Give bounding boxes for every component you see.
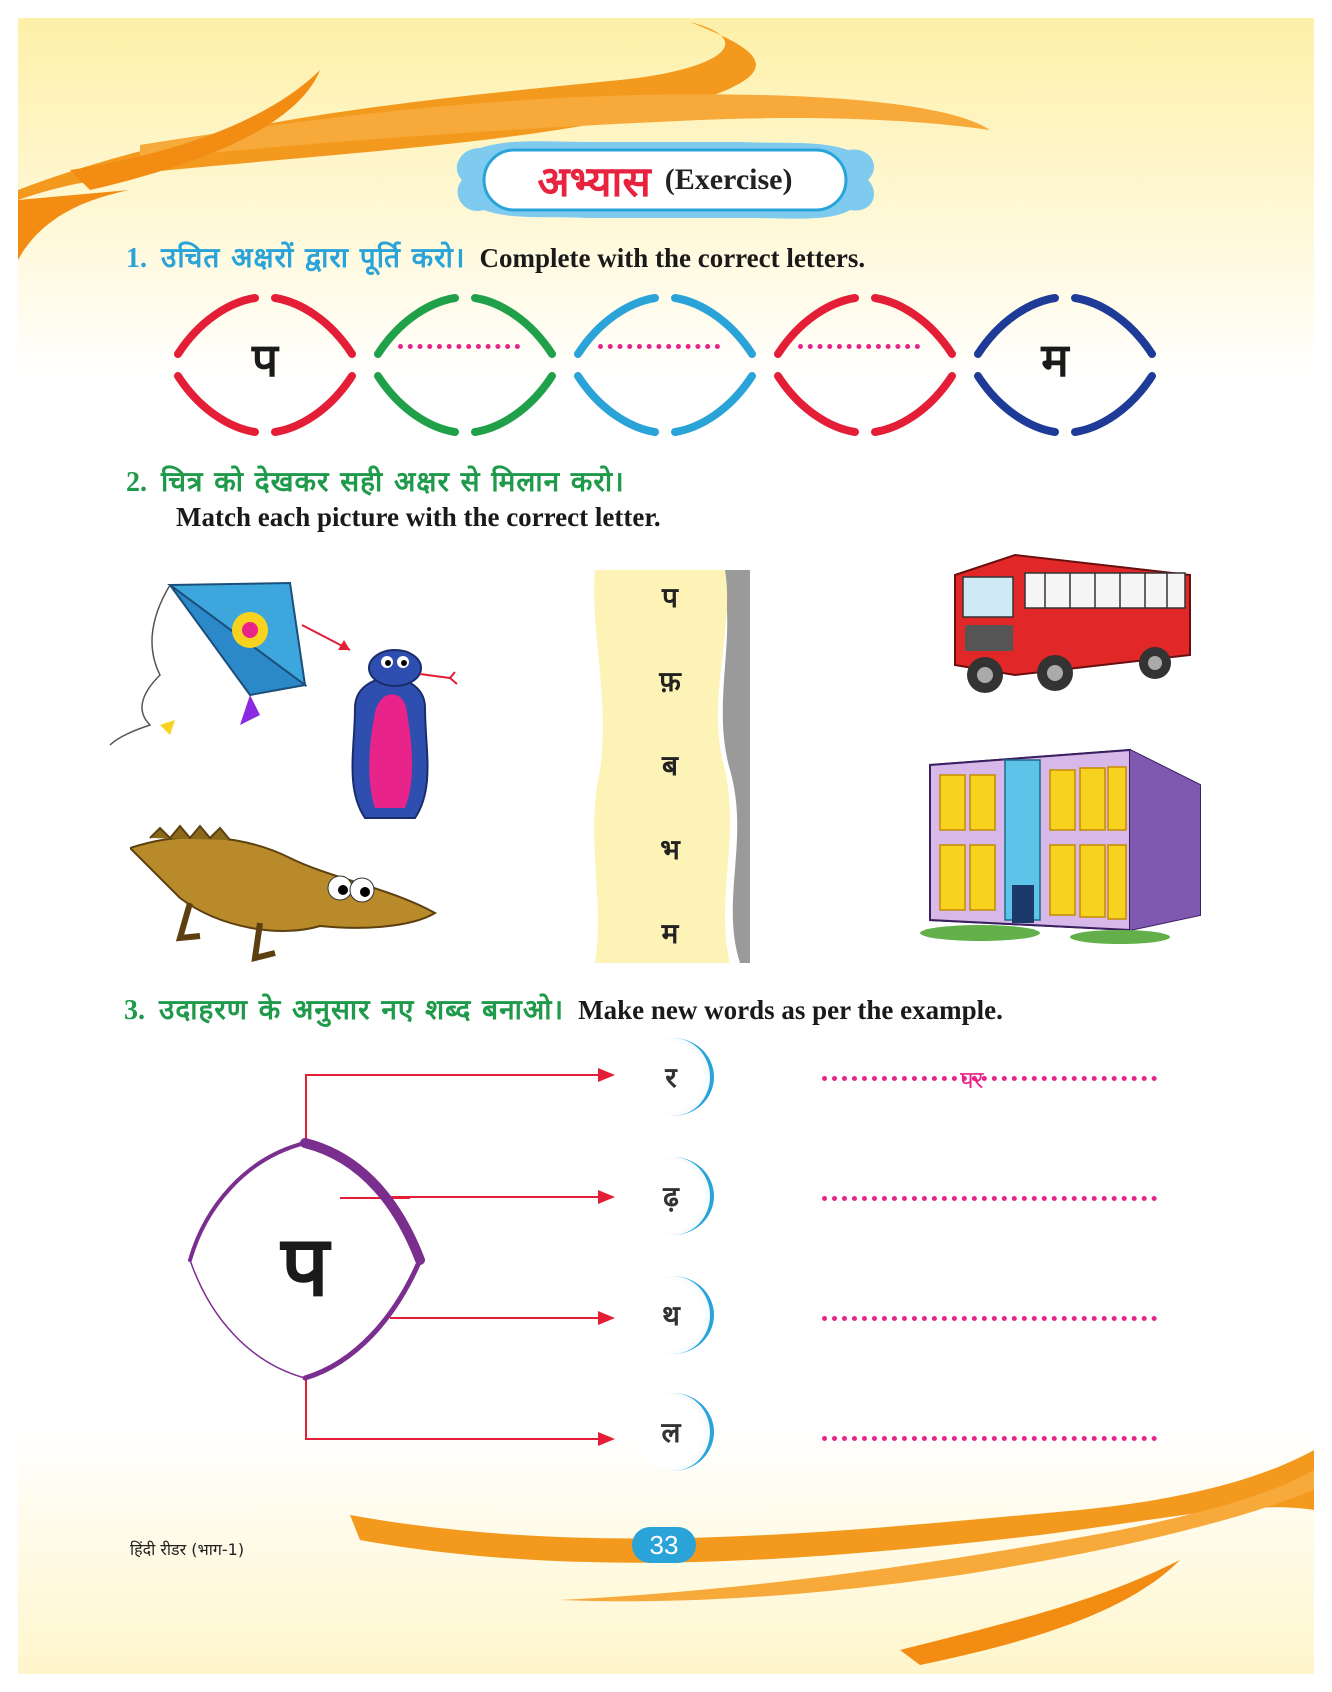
- question-2-number: 2.: [126, 467, 147, 498]
- answer-line-1[interactable]: [822, 1072, 1157, 1081]
- question-3-english: Make new words as per the example.: [578, 995, 1003, 1025]
- sequence-first-letter: प: [251, 333, 279, 387]
- page-number: 33: [632, 1527, 696, 1563]
- letter-circle-2: [632, 1157, 714, 1235]
- answer-line-4[interactable]: [822, 1432, 1157, 1441]
- question-2-hindi: चित्र को देखकर सही अक्षर से मिलान करो।: [161, 465, 625, 498]
- crocodile-illustration[interactable]: [130, 818, 440, 963]
- question-1-number: 1.: [126, 243, 147, 274]
- question-2: [126, 462, 625, 500]
- strip-letter-5[interactable]: म: [661, 917, 679, 950]
- sequence-last-letter: म: [1041, 333, 1069, 387]
- question-3: [124, 990, 1003, 1028]
- kite-illustration[interactable]: [100, 575, 310, 755]
- building-illustration[interactable]: [920, 745, 1210, 950]
- question-3-number: 3.: [124, 995, 145, 1026]
- bus-illustration[interactable]: [945, 545, 1195, 705]
- strip-letter-3[interactable]: ब: [662, 749, 678, 782]
- answer-line-2[interactable]: [822, 1192, 1157, 1201]
- question-2-english: Match each picture with the correct letter.: [176, 502, 661, 532]
- question-1: [126, 238, 865, 276]
- letter-circle-3: [632, 1276, 714, 1354]
- lens-shape-2: [378, 298, 552, 432]
- lens-shape-4: [778, 298, 952, 432]
- letter-circle-1: [632, 1038, 714, 1116]
- snake-illustration[interactable]: [325, 638, 465, 823]
- question-1-hindi: उचित अक्षरों द्वारा पूर्ति करो।: [161, 241, 466, 274]
- strip-letter-2[interactable]: फ़: [659, 665, 681, 698]
- letter-circle-4-text: ल: [661, 1416, 681, 1449]
- sequence-blank-3[interactable]: [798, 340, 920, 349]
- question-2-subtitle: [176, 502, 661, 533]
- letter-circle-4: [632, 1393, 714, 1471]
- sequence-blank-2[interactable]: [598, 340, 720, 349]
- book-title: हिंदी रीडर (भाग-1): [130, 1540, 245, 1559]
- title-english: (Exercise): [664, 163, 793, 196]
- letter-circle-3-text: थ: [662, 1299, 680, 1332]
- question-3-hindi: उदाहरण के अनुसार नए शब्द बनाओ।: [159, 993, 565, 1026]
- letter-circle-2-text: ढ़: [663, 1180, 679, 1213]
- title-hindi: अभ्यास: [537, 156, 651, 206]
- letter-circle-1-text: र: [665, 1061, 677, 1094]
- strip-letter-4[interactable]: भ: [660, 833, 680, 866]
- letter-strip: [600, 578, 740, 958]
- question-1-english: Complete with the correct letters.: [479, 243, 866, 273]
- base-letter: प: [281, 1217, 329, 1315]
- lens-shape-3: [578, 298, 752, 432]
- strip-letter-1[interactable]: प: [662, 581, 678, 614]
- answer-line-3[interactable]: [822, 1312, 1157, 1321]
- sequence-blank-1[interactable]: [398, 340, 520, 349]
- example-answer: पर: [960, 1066, 984, 1094]
- page-title: [455, 142, 875, 218]
